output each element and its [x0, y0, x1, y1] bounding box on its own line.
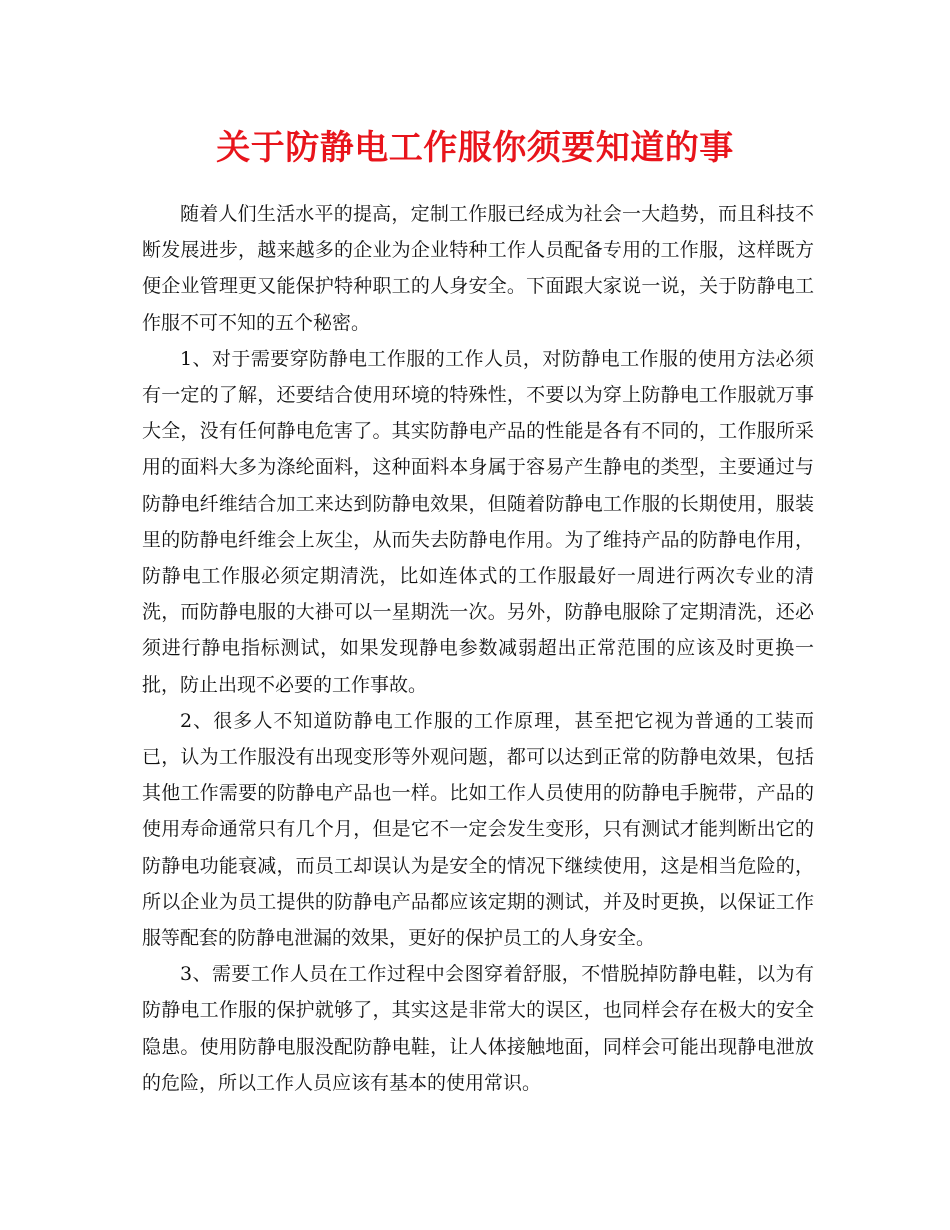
- document-title: 关于防静电工作服你须要知道的事: [216, 128, 734, 168]
- paragraph-point-1: 1、对于需要穿防静电工作服的工作人员，对防静电工作服的使用方法必须有一定的了解，还要结合使用环境的特殊性，不要以为穿上防静电工作服就万事大全，没有任何静电危害了。其实防静电产品的性能是各有不同的，工作服所采用的面料大多为涤纶面料，这种面料本身属于容易产生静电的类型，主要通过与防静电纤维结合加工来达到防静电效果，但随着防静电工作服的长期使用，服装里的防静电纤维会上灰尘，从而失去防静电作用。为了维持产品的防静电作用，防静电工作服必须定期清洗，比如连体式的工作服最好一周进行两次专业的清洗，而防静电服的大褂可以一星期洗一次。另外，防静电服除了定期清洗，还必须进行静电指标测试，如果发现静电参数减弱超出正常范围的应该及时更换一批，防止出现不必要的工作事故。: [142, 347, 814, 696]
- paragraph-point-3: 3、需要工作人员在工作过程中会图穿着舒服，不惜脱掉防静电鞋，以为有防静电工作服的保护就够了，其实这是非常大的误区，也同样会存在极大的安全隐患。使用防静电服没配防静电鞋，让人体接触地面，同样会可能出现静电泄放的危险，所以工作人员应该有基本的使用常识。: [142, 963, 814, 1094]
- document-body: [142, 196, 814, 1101]
- intro-paragraph: 随着人们生活水平的提高，定制工作服已经成为社会一大趋势，而且科技不断发展进步，越来越多的企业为企业特种工作人员配备专用的工作服，这样既方便企业管理更又能保护特种职工的人身安全。下面跟大家说一说，关于防静电工作服不可不知的五个秘密。: [142, 203, 814, 334]
- paragraph-point-2: 2、很多人不知道防静电工作服的工作原理，甚至把它视为普通的工装而已，认为工作服没有出现变形等外观问题，都可以达到正常的防静电效果，包括其他工作需要的防静电产品也一样。比如工作人员使用的防静电手腕带，产品的使用寿命通常只有几个月，但是它不一定会发生变形，只有测试才能判断出它的防静电功能衰减，而员工却误认为是安全的情况下继续使用，这是相当危险的，所以企业为员工提供的防静电产品都应该定期的测试，并及时更换，以保证工作服等配套的防静电泄漏的效果，更好的保护员工的人身安全。: [142, 709, 814, 950]
